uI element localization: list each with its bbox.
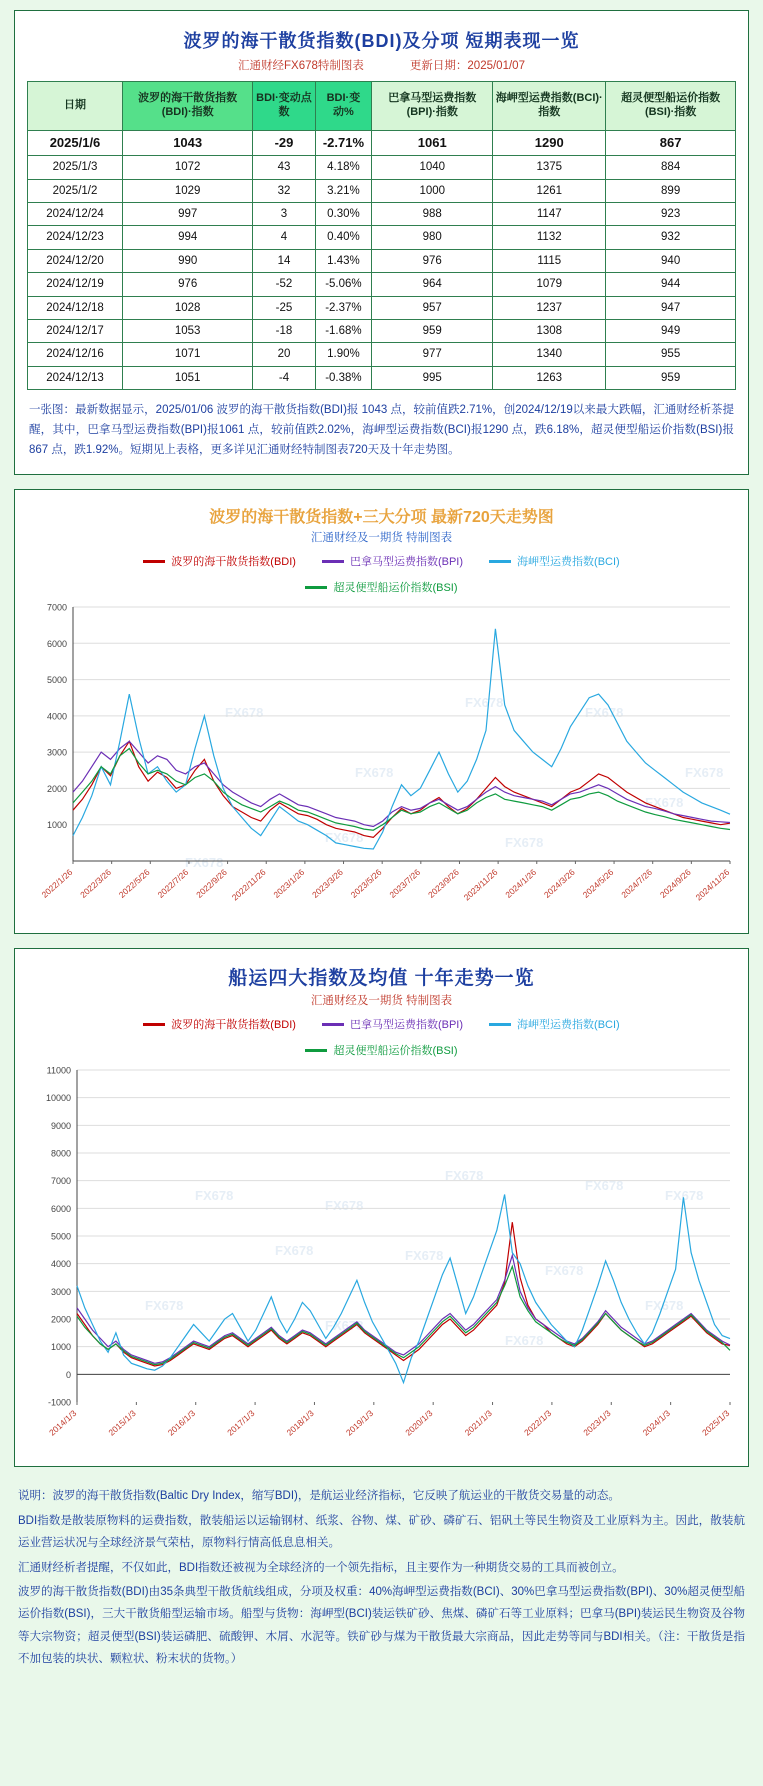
svg-text:2024/1/26: 2024/1/26 <box>503 867 539 901</box>
table-header-row <box>28 82 736 131</box>
bpi-cell: 1040 <box>372 156 493 179</box>
table-row <box>28 366 736 389</box>
bpi-cell: 995 <box>372 366 493 389</box>
chart1-subtitle: 汇通财经及一期货 特制图表 <box>310 532 453 545</box>
svg-text:3000: 3000 <box>50 1287 71 1298</box>
legend-label: 海岬型运费指数(BCI) <box>517 556 620 569</box>
bci-cell: 1115 <box>493 249 606 272</box>
legend-swatch-icon <box>322 560 344 563</box>
svg-text:2016/1/3: 2016/1/3 <box>165 1408 198 1439</box>
svg-text:FX678: FX678 <box>275 1243 314 1259</box>
bdi-table <box>27 81 736 390</box>
svg-text:2024/3/26: 2024/3/26 <box>541 867 577 901</box>
svg-text:-1000: -1000 <box>47 1397 71 1408</box>
bsi-cell: 867 <box>606 131 736 156</box>
date-cell: 2025/1/2 <box>28 179 123 202</box>
bci-cell: 1261 <box>493 179 606 202</box>
svg-text:FX678: FX678 <box>355 765 394 781</box>
col-bci: 海岬型运费指数(BCI)·指数 <box>493 82 606 131</box>
legend-item <box>305 579 457 595</box>
bdi-change-points-cell: 3 <box>253 203 315 226</box>
svg-text:FX678: FX678 <box>645 795 684 811</box>
svg-text:2021/1/3: 2021/1/3 <box>462 1408 494 1439</box>
table-note: 一张图：最新数据显示，2025/01/06 波罗的海干散货指数(BDI)报 1043 点，较前值跌2.71%，创2024/12/19以来最大跌幅，汇通财经析茶提醒，其中，巴拿马型运费指数(BPI)报1061 点，较前值跌2.02%，海岬型运费指数(BCI)报1290 点，跌6.18%，超灵便型船运价指数(BSI)报867 点，跌1.92%。短期见上表格，更多详见汇通财经特制图表720天及十年走势图。 <box>29 404 734 457</box>
bpi-cell: 1000 <box>372 179 493 202</box>
svg-text:9000: 9000 <box>50 1121 71 1132</box>
date-cell: 2024/12/18 <box>28 296 123 319</box>
svg-text:6000: 6000 <box>46 639 67 650</box>
svg-text:FX678: FX678 <box>545 1263 584 1279</box>
bdi-change-points-cell: -25 <box>253 296 315 319</box>
svg-text:3000: 3000 <box>46 748 67 759</box>
chart2-title: 船运四大指数及均值 十年走势一览 <box>228 968 535 990</box>
legend-item <box>322 553 463 569</box>
bdi-change-points-cell: 43 <box>253 156 315 179</box>
table-row <box>28 319 736 342</box>
bdi-cell: 1028 <box>123 296 253 319</box>
table-row <box>28 203 736 226</box>
svg-text:FX678: FX678 <box>185 855 224 871</box>
svg-text:4000: 4000 <box>50 1259 71 1270</box>
svg-text:2024/1/3: 2024/1/3 <box>640 1408 672 1439</box>
svg-text:7000: 7000 <box>46 602 67 613</box>
chart-10y-panel <box>14 948 749 1467</box>
svg-text:1000: 1000 <box>46 820 67 831</box>
bdi-cell: 1029 <box>123 179 253 202</box>
svg-text:FX678: FX678 <box>325 1318 364 1334</box>
legend-label: 超灵便型船运价指数(BSI) <box>333 582 458 595</box>
svg-text:FX678: FX678 <box>685 765 724 781</box>
legend-label: 海岬型运费指数(BCI) <box>517 1019 620 1032</box>
col-bdi: 波罗的海干散货指数(BDI)·指数 <box>123 82 253 131</box>
bci-cell: 1147 <box>493 203 606 226</box>
svg-text:2018/1/3: 2018/1/3 <box>284 1408 316 1439</box>
chart2-plot <box>25 1060 738 1460</box>
date-cell: 2024/12/17 <box>28 319 123 342</box>
svg-text:2024/7/26: 2024/7/26 <box>619 867 655 901</box>
bci-cell: 1375 <box>493 156 606 179</box>
bdi-change-points-cell: 14 <box>253 249 315 272</box>
table-row <box>28 296 736 319</box>
bsi-cell: 884 <box>606 156 736 179</box>
bpi-cell: 959 <box>372 319 493 342</box>
svg-text:2022/3/26: 2022/3/26 <box>78 867 113 901</box>
svg-text:FX678: FX678 <box>325 830 364 846</box>
svg-text:11000: 11000 <box>46 1065 71 1076</box>
svg-text:2025/1/3: 2025/1/3 <box>700 1408 732 1439</box>
bdi-change-points-cell: -18 <box>253 319 315 342</box>
svg-text:2014/1/3: 2014/1/3 <box>47 1408 79 1439</box>
svg-text:2023/5/26: 2023/5/26 <box>348 867 384 901</box>
bpi-cell: 980 <box>372 226 493 249</box>
footer-notes <box>14 1481 749 1688</box>
svg-text:2022/1/26: 2022/1/26 <box>39 867 75 901</box>
footer-line-3: 汇通财经析者提醒，不仅如此，BDI指数还被视为全球经济的一个领先指标，且主要作为一种期货交易的工具而被创立。 <box>18 1561 624 1574</box>
bdi-change-points-cell: -52 <box>253 273 315 296</box>
bdi-change-pct-cell: -1.68% <box>315 319 372 342</box>
footer-line-2: BDI指数是散装原物料的运费指数，散装船运以运输钢材、纸浆、谷物、煤、矿砂、磷矿石、铝矾土等民生物资及工业原料为主。因此，散装航运业营运状况与全球经济景气荣枯，原物料行情高低息息相关。 <box>18 1514 745 1550</box>
bci-cell: 1263 <box>493 366 606 389</box>
bdi-change-pct-cell: -2.71% <box>315 131 372 156</box>
bdi-table-panel <box>14 10 749 475</box>
legend-item <box>489 553 620 569</box>
svg-text:FX678: FX678 <box>325 1198 364 1214</box>
svg-text:FX678: FX678 <box>445 1168 484 1184</box>
bpi-cell: 957 <box>372 296 493 319</box>
bpi-cell: 977 <box>372 343 493 366</box>
chart1-legend <box>142 547 622 597</box>
svg-text:5000: 5000 <box>46 675 67 686</box>
svg-text:FX678: FX678 <box>195 1188 234 1204</box>
svg-text:FX678: FX678 <box>225 705 264 721</box>
svg-text:6000: 6000 <box>50 1204 71 1215</box>
svg-text:FX678: FX678 <box>145 1298 184 1314</box>
svg-text:2024/5/26: 2024/5/26 <box>580 867 616 901</box>
svg-text:2024/11/26: 2024/11/26 <box>693 867 732 903</box>
table-row <box>28 131 736 156</box>
legend-swatch-icon <box>143 560 165 563</box>
chart2-subtitle: 汇通财经及一期货 特制图表 <box>310 995 453 1008</box>
chart2-svg <box>25 1060 748 1460</box>
svg-text:2022/5/26: 2022/5/26 <box>116 867 152 901</box>
table-title: 波罗的海干散货指数(BDI)及分项 短期表现一览 <box>183 31 580 51</box>
bdi-change-points-cell: -29 <box>253 131 315 156</box>
svg-text:FX678: FX678 <box>465 695 504 711</box>
bdi-change-pct-cell: 4.18% <box>315 156 372 179</box>
bdi-change-pct-cell: 0.40% <box>315 226 372 249</box>
legend-swatch-icon <box>305 1049 327 1052</box>
bdi-cell: 1043 <box>123 131 253 156</box>
svg-text:2023/9/26: 2023/9/26 <box>426 867 461 901</box>
legend-item <box>489 1016 620 1032</box>
bci-cell: 1079 <box>493 273 606 296</box>
bsi-cell: 940 <box>606 249 736 272</box>
svg-text:2022/9/26: 2022/9/26 <box>194 867 229 901</box>
bci-cell: 1308 <box>493 319 606 342</box>
table-row <box>28 249 736 272</box>
svg-text:2023/11/26: 2023/11/26 <box>461 867 500 903</box>
col-bdi-change-pct: BDI·变动% <box>315 82 372 131</box>
legend-swatch-icon <box>305 586 327 589</box>
svg-text:2023/1/26: 2023/1/26 <box>271 867 307 901</box>
bsi-cell: 955 <box>606 343 736 366</box>
table-row <box>28 179 736 202</box>
svg-text:FX678: FX678 <box>585 705 624 721</box>
bdi-cell: 994 <box>123 226 253 249</box>
date-cell: 2024/12/16 <box>28 343 123 366</box>
date-cell: 2024/12/23 <box>28 226 123 249</box>
legend-label: 波罗的海干散货指数(BDI) <box>171 556 296 569</box>
svg-text:2020/1/3: 2020/1/3 <box>403 1408 435 1439</box>
col-bpi: 巴拿马型运费指数(BPI)·指数 <box>372 82 493 131</box>
svg-text:FX678: FX678 <box>645 1298 684 1314</box>
date-cell: 2025/1/3 <box>28 156 123 179</box>
date-cell: 2024/12/24 <box>28 203 123 226</box>
bdi-cell: 1072 <box>123 156 253 179</box>
svg-text:FX678: FX678 <box>505 1333 544 1349</box>
legend-item <box>305 1042 457 1058</box>
svg-text:FX678: FX678 <box>665 1188 704 1204</box>
col-date: 日期 <box>28 82 123 131</box>
legend-label: 巴拿马型运费指数(BPI) <box>349 556 464 569</box>
bpi-cell: 1061 <box>372 131 493 156</box>
bci-cell: 1340 <box>493 343 606 366</box>
bdi-change-points-cell: 32 <box>253 179 315 202</box>
bdi-change-pct-cell: 1.43% <box>315 249 372 272</box>
svg-text:FX678: FX678 <box>405 1248 444 1264</box>
bsi-cell: 932 <box>606 226 736 249</box>
svg-text:4000: 4000 <box>46 711 67 722</box>
svg-text:2015/1/3: 2015/1/3 <box>106 1408 138 1439</box>
svg-text:2023/7/26: 2023/7/26 <box>387 867 423 901</box>
chart-720d-panel <box>14 489 749 934</box>
date-cell: 2024/12/20 <box>28 249 123 272</box>
chart1-plot <box>25 597 738 927</box>
svg-text:10000: 10000 <box>45 1093 71 1104</box>
bdi-cell: 1053 <box>123 319 253 342</box>
legend-label: 超灵便型船运价指数(BSI) <box>333 1045 458 1058</box>
legend-swatch-icon <box>143 1023 165 1026</box>
date-cell: 2024/12/13 <box>28 366 123 389</box>
bdi-change-pct-cell: 1.90% <box>315 343 372 366</box>
table-head <box>28 82 736 131</box>
svg-text:2023/3/26: 2023/3/26 <box>310 867 345 901</box>
bci-cell: 1132 <box>493 226 606 249</box>
bdi-cell: 1071 <box>123 343 253 366</box>
legend-item <box>143 1016 296 1032</box>
svg-text:2000: 2000 <box>46 784 67 795</box>
bsi-cell: 959 <box>606 366 736 389</box>
bdi-change-points-cell: 4 <box>253 226 315 249</box>
svg-text:2022/7/26: 2022/7/26 <box>155 867 191 901</box>
footer-line-1: 说明：波罗的海干散货指数(Baltic Dry Index，缩写BDI)，是航运业经济指标，它反映了航运业的干散货交易量的动态。 <box>18 1490 620 1503</box>
legend-item <box>322 1016 463 1032</box>
bsi-cell: 944 <box>606 273 736 296</box>
svg-text:8000: 8000 <box>50 1148 71 1159</box>
svg-text:2022/11/26: 2022/11/26 <box>229 867 268 903</box>
table-row <box>28 273 736 296</box>
svg-text:2000: 2000 <box>50 1314 71 1325</box>
bsi-cell: 949 <box>606 319 736 342</box>
table-row <box>28 156 736 179</box>
chart1-title: 波罗的海干散货指数+三大分项 最新720天走势图 <box>209 509 554 527</box>
bsi-cell: 947 <box>606 296 736 319</box>
bdi-change-pct-cell: -5.06% <box>315 273 372 296</box>
bdi-change-pct-cell: 3.21% <box>315 179 372 202</box>
bpi-cell: 976 <box>372 249 493 272</box>
bdi-cell: 976 <box>123 273 253 296</box>
svg-text:2022/1/3: 2022/1/3 <box>521 1408 554 1439</box>
svg-text:FX678: FX678 <box>585 1178 624 1194</box>
bci-cell: 1290 <box>493 131 606 156</box>
table-update-date: 更新日期：2025/01/07 <box>409 60 525 72</box>
bpi-cell: 988 <box>372 203 493 226</box>
bdi-change-pct-cell: -2.37% <box>315 296 372 319</box>
legend-swatch-icon <box>322 1023 344 1026</box>
svg-text:5000: 5000 <box>50 1231 71 1242</box>
table-row <box>28 226 736 249</box>
col-bdi-change-points: BDI·变动点数 <box>253 82 315 131</box>
svg-text:7000: 7000 <box>50 1176 71 1187</box>
bdi-cell: 1051 <box>123 366 253 389</box>
legend-label: 波罗的海干散货指数(BDI) <box>171 1019 296 1032</box>
bdi-change-pct-cell: -0.38% <box>315 366 372 389</box>
bdi-change-pct-cell: 0.30% <box>315 203 372 226</box>
date-cell: 2025/1/6 <box>28 131 123 156</box>
table-body <box>28 131 736 390</box>
legend-item <box>143 553 296 569</box>
bdi-change-points-cell: -4 <box>253 366 315 389</box>
bsi-cell: 923 <box>606 203 736 226</box>
svg-text:2019/1/3: 2019/1/3 <box>343 1408 376 1439</box>
bci-cell: 1237 <box>493 296 606 319</box>
legend-swatch-icon <box>489 1023 511 1026</box>
svg-text:0: 0 <box>65 1370 71 1381</box>
svg-text:2017/1/3: 2017/1/3 <box>225 1408 257 1439</box>
bpi-cell: 964 <box>372 273 493 296</box>
svg-text:2023/1/3: 2023/1/3 <box>581 1408 613 1439</box>
col-bsi: 超灵便型船运价指数(BSI)·指数 <box>606 82 736 131</box>
legend-swatch-icon <box>489 560 511 563</box>
bsi-cell: 899 <box>606 179 736 202</box>
svg-text:FX678: FX678 <box>505 835 544 851</box>
bdi-change-points-cell: 20 <box>253 343 315 366</box>
chart1-svg <box>25 597 748 927</box>
table-row <box>28 343 736 366</box>
chart2-legend <box>142 1010 622 1060</box>
table-subtitle <box>27 57 736 81</box>
bdi-cell: 997 <box>123 203 253 226</box>
footer-line-4: 波罗的海干散货指数(BDI)由35条典型干散货航线组成，分项及权重：40%海岬型运费指数(BCI)、30%巴拿马型运费指数(BPI)、30%超灵便型船运价指数(BSI)，三大干散货船型运输市场。船型与货物：海岬型(BCI)装运铁矿砂、焦煤、磷矿石等工业原料；巴拿马(BPI)装运民生物资及谷物等大宗物资；超灵便型(BSI)装运磷肥、硫酸钾、木屑、水泥等。铁矿砂与煤为干散货最大宗商品，因此走势等同与BDI相关。（注：干散货是指不加包装的块状、颗粒状、粉末状的货物。） <box>18 1586 745 1666</box>
bdi-cell: 990 <box>123 249 253 272</box>
svg-text:1000: 1000 <box>50 1342 71 1353</box>
legend-label: 巴拿马型运费指数(BPI) <box>349 1019 464 1032</box>
svg-text:2024/9/26: 2024/9/26 <box>657 867 693 901</box>
date-cell: 2024/12/19 <box>28 273 123 296</box>
table-source-label: 汇通财经FX678特制图表 <box>238 60 364 72</box>
